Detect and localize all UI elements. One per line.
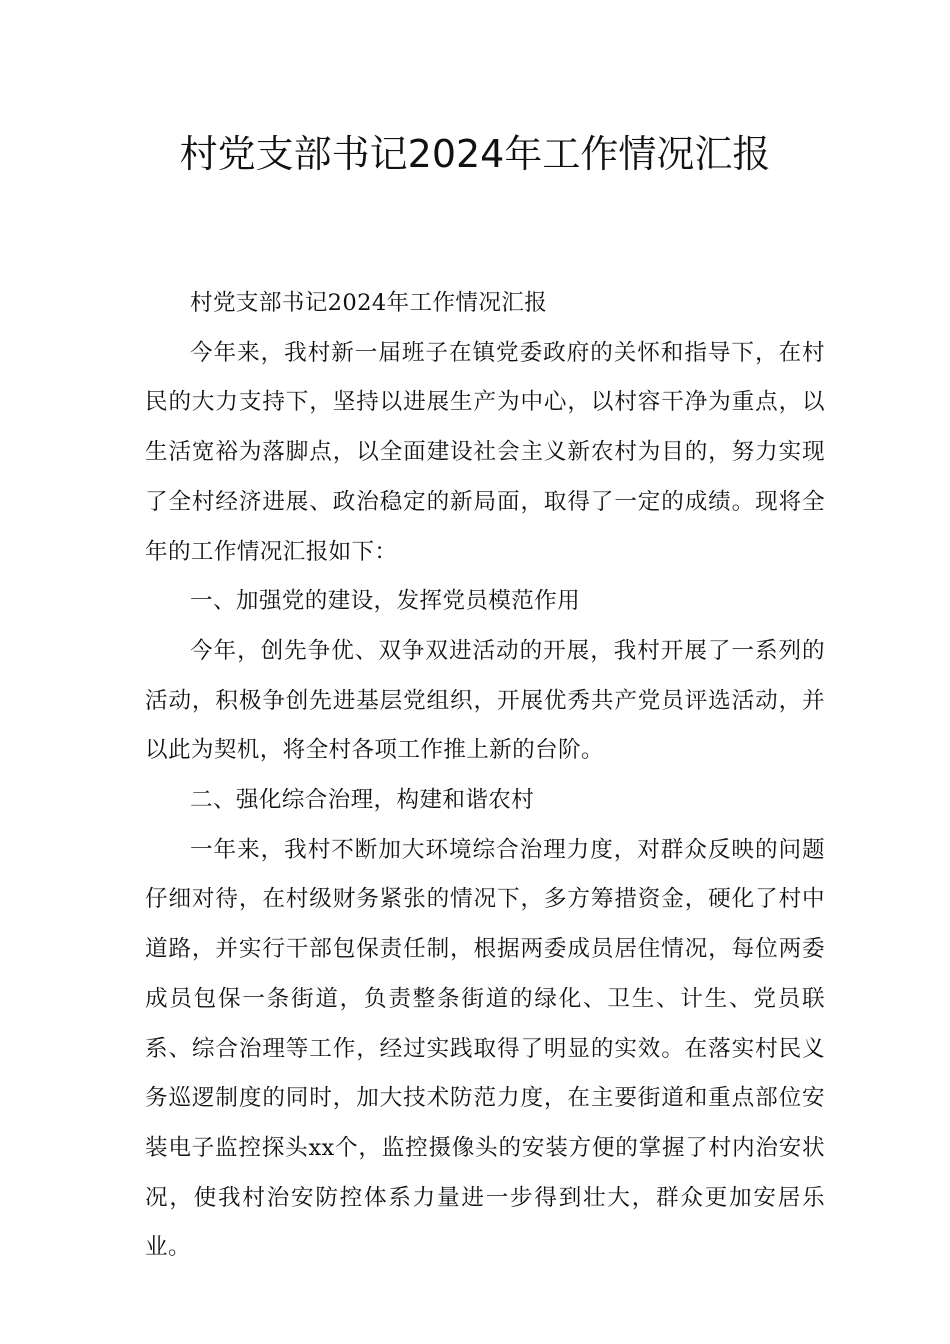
- document-title: 村党支部书记2024年工作情况汇报: [179, 132, 771, 176]
- section-heading-1: 一、加强党的建设，发挥党员模范作用: [190, 588, 581, 615]
- section-heading-2: 二、强化综合治理，构建和谐农村: [190, 787, 535, 814]
- paragraph-subtitle: 村党支部书记2024年工作情况汇报: [190, 290, 548, 316]
- paragraph-section-1: 今年，创先争优、双争双进活动的开展，我村开展了一系列的活动，积极争创先进基层党组织，开展优秀共产党员评选活动，并以此为契机，将全村各项工作推上新的台阶。: [145, 637, 825, 764]
- document-body: [145, 279, 825, 1273]
- paragraph-section-2: 一年来，我村不断加大环境综合治理力度，对群众反映的问题仔细对待，在村级财务紧张的情况下，多方筹措资金，硬化了村中道路，并实行干部包保责任制，根据两委成员居住情况，每位两委成员包保一条街道，负责整条街道的绿化、卫生、计生、党员联系、综合治理等工作，经过实践取得了明显的实效。在落实村民义务巡逻制度的同时，加大技术防范力度，在主要街道和重点部位安装电子监控探头xx个，监控摄像头的安装方便的掌握了村内治安状况，使我村治安防控体系力量进一步得到壮大，群众更加安居乐业。: [145, 836, 825, 1261]
- paragraph-intro: 今年来，我村新一届班子在镇党委政府的关怀和指导下，在村民的大力支持下，坚持以进展生产为中心，以村容干净为重点，以生活宽裕为落脚点，以全面建设社会主义新农村为目的，努力实现了全村经济进展、政治稳定的新局面，取得了一定的成绩。现将全年的工作情况汇报如下：: [145, 339, 825, 565]
